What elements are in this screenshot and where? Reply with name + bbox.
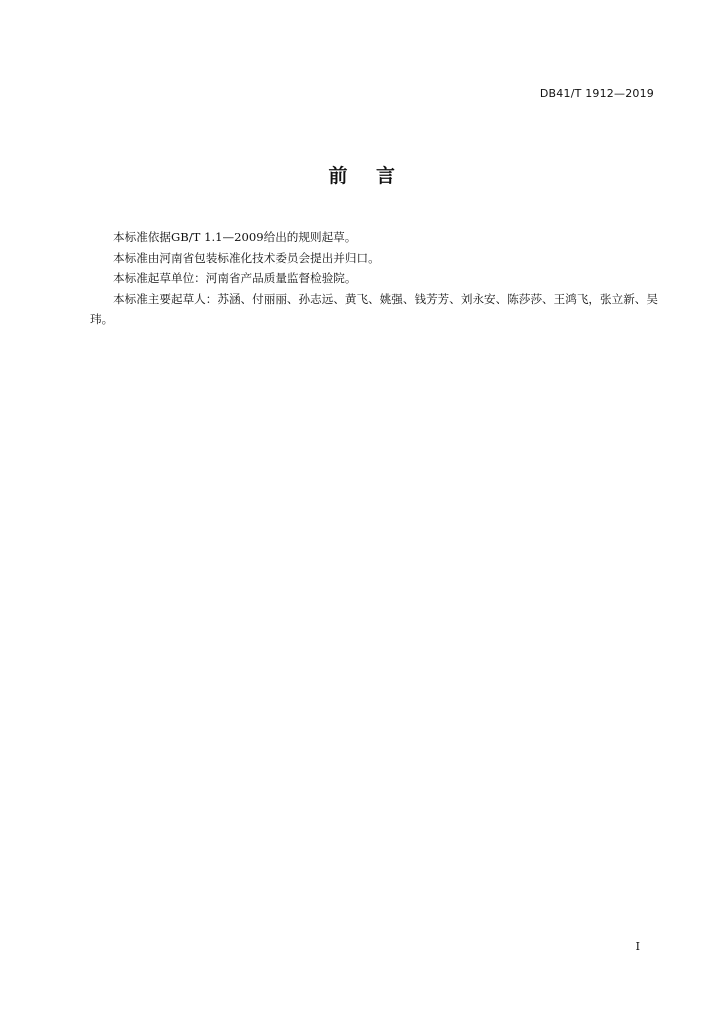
title-char-1: 前 [328, 165, 348, 187]
page-title [0, 161, 724, 188]
foreword-body [90, 227, 658, 330]
paragraph-drafting-rules: 本标准依据GB/T 1.1—2009给出的规则起草。 [113, 230, 357, 244]
title-char-2: 言 [376, 165, 396, 187]
paragraph-drafting-unit: 本标准起草单位：河南省产品质量监督检验院。 [113, 271, 357, 285]
paragraph-proposer: 本标准由河南省包装标准化技术委员会提出并归口。 [113, 250, 380, 265]
page-number: I [635, 940, 640, 953]
paragraph-drafters: 本标准主要起草人：苏涵、付丽丽、孙志远、黄飞、姚强、钱芳芳、刘永安、陈莎莎、王鸿飞，张立新、吴玮。 [90, 291, 658, 326]
standard-code: DB41/T 1912—2019 [539, 87, 654, 100]
